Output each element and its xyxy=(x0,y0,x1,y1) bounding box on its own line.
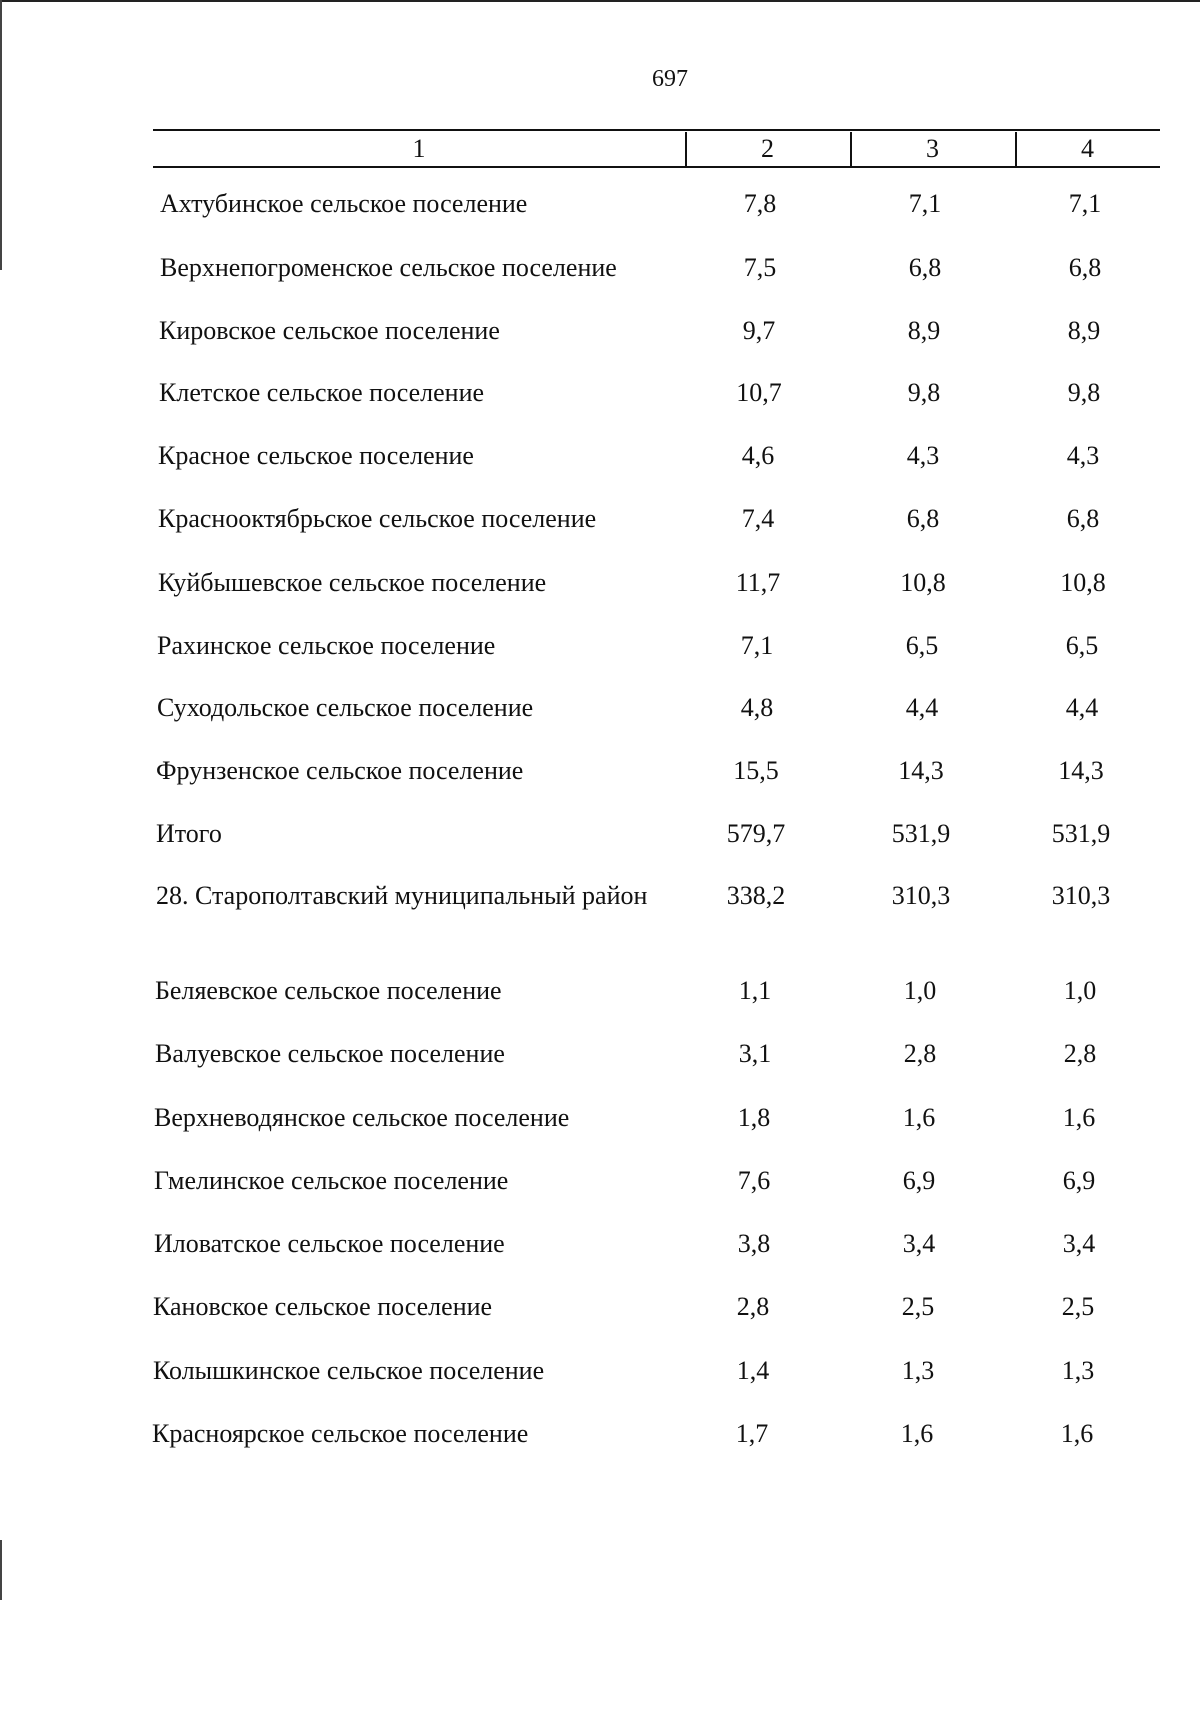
row-name-cell: Красноярское сельское поселение xyxy=(152,1419,529,1448)
row-value-col4: 9,8 xyxy=(1067,378,1101,407)
row-value-col3: 1,6 xyxy=(900,1419,934,1448)
scan-edge-left-lower xyxy=(0,1540,2,1600)
row-value-col3: 4,4 xyxy=(905,693,939,722)
row-value-col4: 4,3 xyxy=(1066,441,1100,470)
row-value-col4: 6,8 xyxy=(1068,253,1102,282)
row-value-col4: 1,0 xyxy=(1063,976,1097,1005)
row-name-cell: Кировское сельское поселение xyxy=(159,316,500,345)
row-value-col2: 338,2 xyxy=(726,881,786,910)
row-value-col2: 1,1 xyxy=(738,976,772,1005)
row-name-cell: Куйбышевское сельское поселение xyxy=(158,568,547,597)
row-value-col4: 2,8 xyxy=(1063,1039,1097,1068)
row-name-cell: Иловатское сельское поселение xyxy=(154,1229,505,1258)
row-value-col4: 6,9 xyxy=(1062,1166,1096,1195)
row-value-col4: 4,4 xyxy=(1065,693,1099,722)
scan-edge-left xyxy=(0,0,2,270)
row-value-col4: 531,9 xyxy=(1051,819,1111,848)
row-value-col2: 579,7 xyxy=(726,819,786,848)
row-name-cell: Кановское сельское поселение xyxy=(153,1292,493,1321)
row-value-col4: 7,1 xyxy=(1068,189,1102,218)
row-name-cell: Верхневодянское сельское поселение xyxy=(154,1103,570,1132)
row-value-col4: 14,3 xyxy=(1058,756,1104,785)
row-value-col2: 1,8 xyxy=(737,1103,771,1132)
row-value-col4: 10,8 xyxy=(1060,568,1106,597)
row-name-cell: Суходольское сельское поселение xyxy=(157,693,534,722)
row-value-col3: 14,3 xyxy=(898,756,944,785)
row-value-col4: 1,6 xyxy=(1062,1103,1096,1132)
row-value-col2: 7,5 xyxy=(743,253,777,282)
row-value-col2: 7,4 xyxy=(741,504,775,533)
header-cell: 4 xyxy=(1081,134,1094,163)
row-value-col2: 1,4 xyxy=(736,1356,770,1385)
row-value-col3: 2,8 xyxy=(903,1039,937,1068)
row-value-col3: 310,3 xyxy=(891,881,951,910)
row-value-col2: 1,7 xyxy=(735,1419,769,1448)
header-cell: 2 xyxy=(761,134,774,163)
row-value-col3: 1,0 xyxy=(903,976,937,1005)
row-value-col3: 6,9 xyxy=(902,1166,936,1195)
row-value-col2: 10,7 xyxy=(736,378,782,407)
row-value-col3: 4,3 xyxy=(906,441,940,470)
row-name-cell: Клетское сельское поселение xyxy=(159,378,485,407)
row-value-col3: 6,8 xyxy=(906,504,940,533)
row-value-col3: 6,8 xyxy=(908,253,942,282)
row-name-cell: Красное сельское поселение xyxy=(158,441,474,470)
row-value-col2: 15,5 xyxy=(733,756,779,785)
row-value-col4: 3,4 xyxy=(1062,1229,1096,1258)
header-bottom-rule xyxy=(153,166,1160,168)
row-name-cell: Гмелинское сельское поселение xyxy=(154,1166,509,1195)
row-value-col4: 1,6 xyxy=(1060,1419,1094,1448)
row-value-col2: 3,8 xyxy=(737,1229,771,1258)
row-name-cell: Верхнепогроменское сельское поселение xyxy=(160,253,617,282)
row-name-cell: Ахтубинское сельское поселение xyxy=(160,189,528,218)
row-value-col2: 9,7 xyxy=(742,316,776,345)
row-value-col3: 9,8 xyxy=(907,378,941,407)
row-value-col2: 7,1 xyxy=(740,631,774,660)
row-value-col3: 10,8 xyxy=(900,568,946,597)
page-number: 697 xyxy=(652,66,688,92)
row-value-col4: 6,8 xyxy=(1066,504,1100,533)
row-name-cell: 28. Старополтавский муниципальный район xyxy=(156,881,648,910)
row-value-col4: 6,5 xyxy=(1065,631,1099,660)
row-value-col4: 2,5 xyxy=(1061,1292,1095,1321)
row-value-col3: 8,9 xyxy=(907,316,941,345)
row-value-col3: 2,5 xyxy=(901,1292,935,1321)
row-value-col2: 4,8 xyxy=(740,693,774,722)
row-name-cell: Валуевское сельское поселение xyxy=(155,1039,505,1068)
row-value-col4: 310,3 xyxy=(1051,881,1111,910)
row-name-cell: Фрунзенское сельское поселение xyxy=(156,756,524,785)
row-name-cell: Итого xyxy=(156,819,222,848)
scan-edge-top xyxy=(0,0,1200,2)
row-value-col2: 7,8 xyxy=(743,189,777,218)
row-value-col2: 3,1 xyxy=(738,1039,772,1068)
row-name-cell: Колышкинское сельское поселение xyxy=(153,1356,545,1385)
row-name-cell: Краснооктябрьское сельское поселение xyxy=(158,504,597,533)
header-cell: 1 xyxy=(412,134,426,163)
row-value-col2: 11,7 xyxy=(735,568,781,597)
row-value-col2: 4,6 xyxy=(741,441,775,470)
row-value-col4: 8,9 xyxy=(1067,316,1101,345)
row-value-col3: 1,3 xyxy=(901,1356,935,1385)
row-value-col2: 2,8 xyxy=(736,1292,770,1321)
row-value-col3: 3,4 xyxy=(902,1229,936,1258)
row-value-col3: 1,6 xyxy=(902,1103,936,1132)
row-name-cell: Рахинское сельское поселение xyxy=(157,631,496,660)
header-top-rule xyxy=(153,129,1160,131)
row-value-col4: 1,3 xyxy=(1061,1356,1095,1385)
row-value-col3: 531,9 xyxy=(891,819,951,848)
header-cell: 3 xyxy=(926,134,939,163)
row-value-col3: 6,5 xyxy=(905,631,939,660)
row-value-col2: 7,6 xyxy=(737,1166,771,1195)
row-value-col3: 7,1 xyxy=(908,189,942,218)
row-name-cell: Беляевское сельское поселение xyxy=(155,976,502,1005)
